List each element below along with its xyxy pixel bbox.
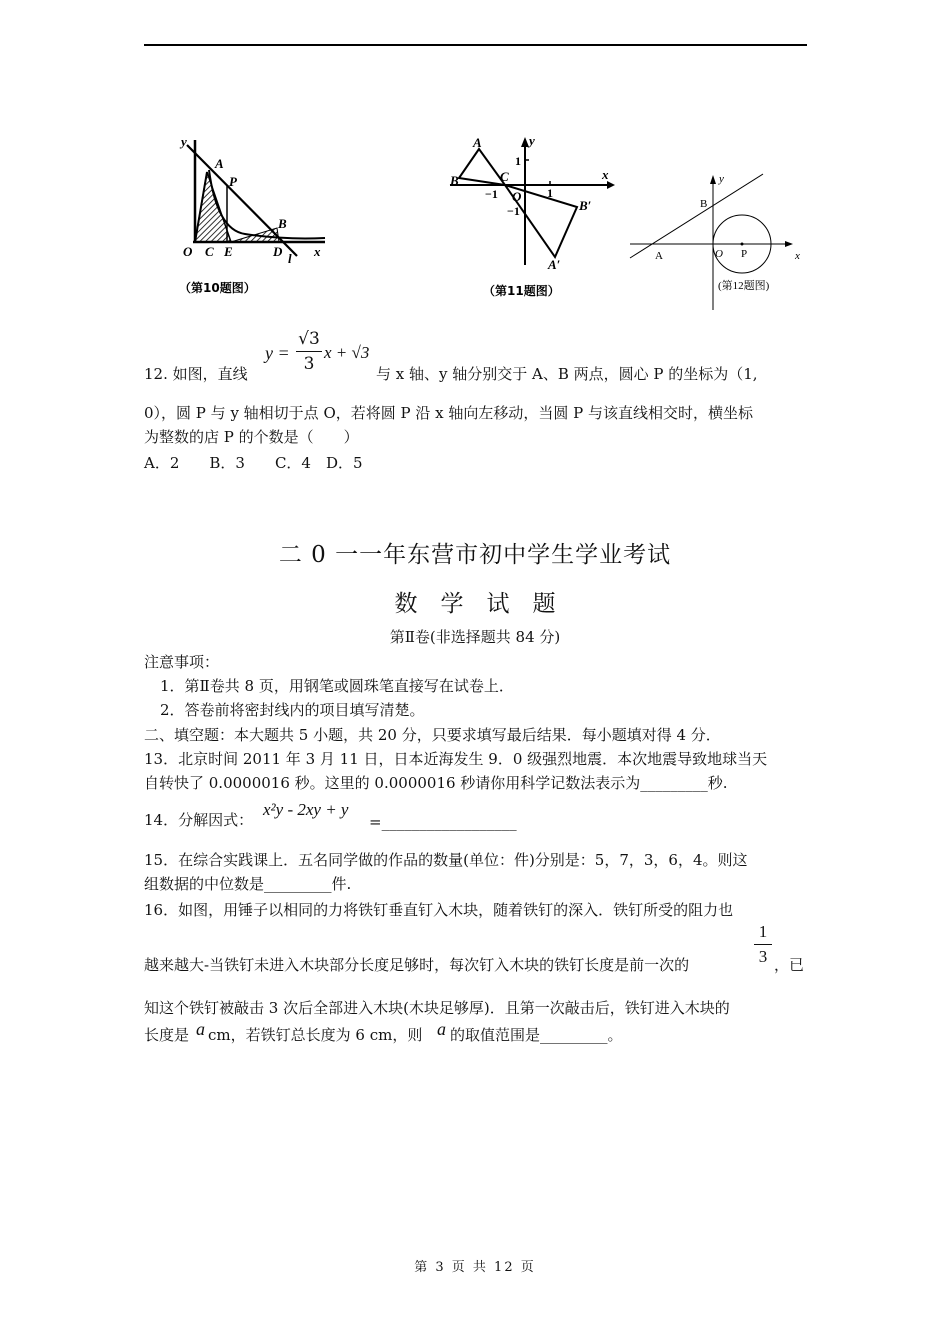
fig11-label-A: A — [473, 135, 482, 150]
q16-fraction — [754, 922, 772, 967]
figure-10 — [175, 130, 350, 305]
q16-line2-tail: ，已 — [774, 956, 805, 974]
q16-line4-c: 的取值范围是_________。 — [450, 1026, 623, 1044]
fig10-caption: （第10题图） — [179, 281, 256, 295]
q12-frac-den: 3 — [303, 354, 315, 374]
q12-formula-y: y = — [265, 343, 290, 363]
fig12-line — [630, 174, 763, 258]
fig11-triangle-ABC — [459, 149, 505, 185]
fig11-label-1y: 1 — [515, 154, 521, 168]
q14-prefix: 14．分解因式： — [144, 811, 254, 829]
fig12-label-B: B — [700, 198, 708, 210]
q16-var-a-1: a — [196, 1019, 205, 1039]
q13-line1: 13．北京时间 2011 年 3 月 11 日，日本近海发生 9．0 级强烈地震．本次地震导致地球当天 — [144, 750, 768, 768]
header-rule — [144, 44, 807, 46]
q16-line1: 16．如图，用锤子以相同的力将铁钉垂直钉入木块，随着铁钉的深入．铁钉所受的阻力也 — [144, 901, 734, 919]
fig11-label-Ap: A′ — [548, 257, 561, 272]
fig12-caption: (第12题图) — [718, 280, 770, 292]
q15-line1: 15．在综合实践课上．五名同学做的作品的数量(单位：件)分别是：5，7，3，6，4。则这 — [144, 851, 748, 869]
fig11-label-neg1x: −1 — [485, 187, 498, 201]
q12-options: A．2 B．3 C．4 D．5 — [144, 454, 363, 472]
fig11-label-y: y — [529, 135, 535, 148]
q12-line3: 为整数的店 P 的个数是（ ） — [144, 428, 359, 446]
fig11-label-x: x — [602, 167, 609, 182]
q13-line2: 自转快了 0.0000016 秒。这里的 0.0000016 秒请你用科学记数法表示为_________秒. — [144, 774, 728, 792]
fig11-label-1x: 1 — [547, 186, 553, 200]
fig10-label-l: l — [288, 251, 292, 266]
notice-item-1: 1．第Ⅱ卷共 8 页，用钢笔或圆珠笔直接写在试卷上． — [160, 677, 514, 695]
fig10-label-x: x — [314, 244, 321, 259]
notice-item-2: 2．答卷前将密封线内的项目填写清楚。 — [160, 701, 425, 719]
fig11-label-O: O — [512, 189, 522, 204]
figure-11 — [445, 135, 625, 305]
q16-line3: 知这个铁钉被敲击 3 次后全部进入木块(木块足够厚)．且第一次敲击后，铁钉进入木块的 — [144, 999, 730, 1017]
q16-frac-num: 1 — [758, 922, 768, 941]
q16-line2: 越来越大-当铁钉未进入木块部分长度足够时，每次钉入木块的铁钉长度是前一次的 — [144, 956, 690, 974]
fig11-label-Bp: B′ — [579, 198, 592, 213]
fig12-label-x: x — [795, 250, 800, 262]
exam-title: 二 0 一一年东营市初中学生学业考试 — [278, 542, 672, 568]
fig12-label-A: A — [655, 250, 663, 262]
fig11-label-C: C — [500, 169, 509, 184]
fig11-label-neg1y: −1 — [507, 204, 520, 218]
fig11-label-B: B — [450, 173, 459, 188]
fig10-label-E: E — [224, 244, 233, 259]
q15-line2: 组数据的中位数是_________件. — [144, 875, 352, 893]
fig10-label-B: B — [278, 216, 287, 231]
figure-12 — [625, 170, 810, 315]
fig11-caption: （第11题图） — [483, 284, 560, 298]
fig10-label-P: P — [229, 174, 237, 189]
q16-frac-den: 3 — [758, 947, 768, 966]
subject-title: 数 学 试 题 — [394, 591, 556, 617]
q16-line4-a: 长度是 — [144, 1026, 190, 1044]
notice-heading: 注意事项： — [144, 653, 220, 671]
q12-line2: 0），圆 P 与 y 轴相切于点 O，若将圆 P 沿 x 轴向左移动，当圆 P 与该直线相交时，横坐标 — [144, 404, 754, 422]
page-footer: 第 3 页 共 12 页 — [414, 1260, 536, 1275]
q14-suffix: =__________________ — [369, 813, 517, 831]
section-2-heading: 二、填空题：本大题共 5 小题，共 20 分，只要求填写最后结果．每小题填对得 4 分． — [144, 726, 721, 744]
q16-line4-b: cm，若铁钉总长度为 6 cm，则 — [208, 1026, 423, 1044]
fig10-label-O: O — [183, 244, 193, 259]
q12-formula-fraction — [296, 329, 322, 374]
fig10-label-y: y — [181, 134, 187, 149]
q12-prefix: 12. 如图，直线 — [144, 365, 248, 383]
fig12-label-y: y — [719, 173, 724, 185]
q14-formula: x²y - 2xy + y — [263, 800, 349, 819]
fig12-label-O: O — [715, 248, 723, 260]
q12-formula-tail: x + √3 — [324, 343, 370, 362]
fig10-label-C: C — [205, 244, 214, 259]
volume-title: 第Ⅱ卷(非选择题共 84 分) — [389, 628, 561, 646]
fig10-label-A: A — [215, 156, 224, 171]
fig10-label-D: D — [273, 244, 283, 259]
q16-var-a-2: a — [437, 1019, 446, 1039]
fig12-label-P: P — [741, 248, 748, 260]
q12-frac-num: √3 — [298, 329, 320, 349]
q12-suffix: 与 x 轴、y 轴分别交于 A、B 两点，圆心 P 的坐标为（1, — [376, 365, 758, 383]
